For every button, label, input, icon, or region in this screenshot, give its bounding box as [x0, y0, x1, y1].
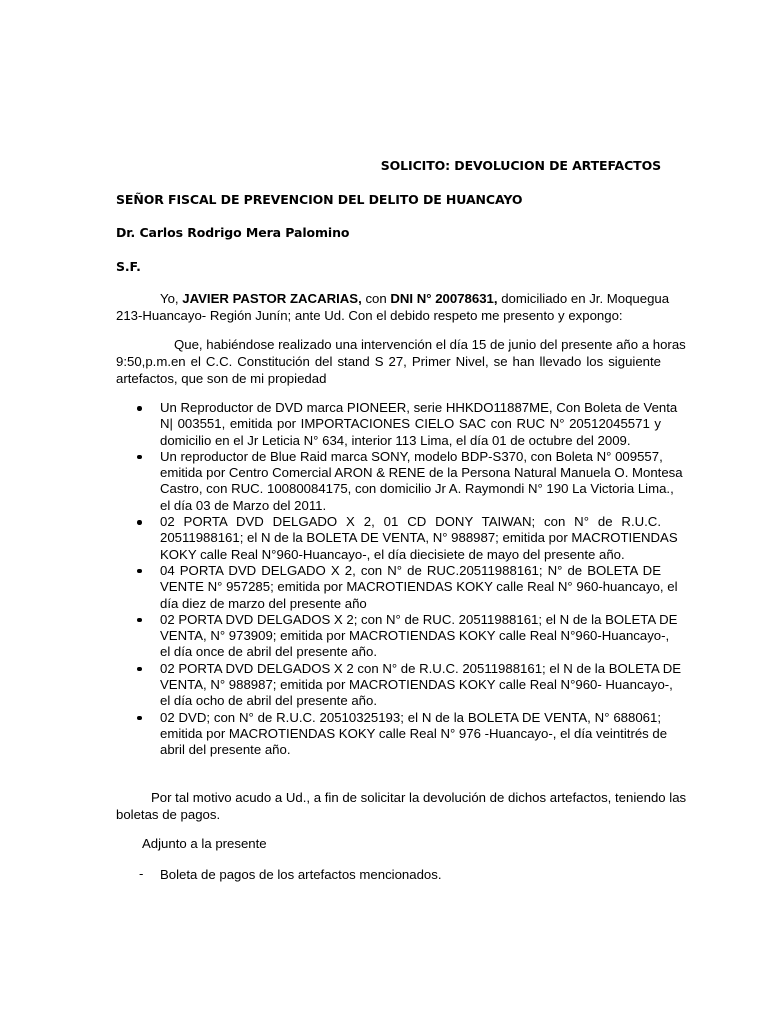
- bullet-icon: [137, 520, 142, 525]
- closing-paragraph: [116, 789, 687, 823]
- bullet-icon: [137, 406, 142, 411]
- intro-suffix: domiciliado en Jr. Moquegua: [497, 291, 670, 306]
- item-line: 02 PORTA DVD DELGADOS X 2; con N° de RUC. 20511988161; el N de la BOLETA DE: [160, 611, 678, 627]
- bullet-icon: [137, 716, 142, 721]
- closing-line-1: Por tal motivo acudo a Ud., a fin de solicitar la devolución de dichos artefactos, teniendo las: [151, 790, 687, 805]
- item-line: VENTA, N° 988987; emitida por MACROTIENDAS KOKY calle Real N°960- Huancayo-,: [160, 677, 673, 693]
- list-item: [116, 514, 678, 563]
- closing-line-2: boletas de pagos.: [116, 807, 221, 822]
- items-list: [116, 400, 683, 759]
- item-line: KOKY calle Real N°960-Huancayo-, el día diecisiete de mayo del presente año.: [160, 546, 625, 562]
- item-line: emitida por MACROTIENDAS KOKY calle Real N° 976 -Huancayo-, el día veintitrés de: [160, 725, 668, 741]
- item-line: N| 003551, emitida por IMPORTACIONES CIELO SAC con RUC N° 20512045571 y: [160, 416, 661, 432]
- salutation-sf: S.F.: [116, 259, 141, 274]
- item-line: Castro, con RUC. 10080084175, con domicilio Jr A. Raymondi N° 190 La Victoria Lima.,: [160, 481, 674, 497]
- item-line: el día once de abril del presente año.: [160, 644, 378, 660]
- facts-paragraph: [116, 336, 686, 387]
- addressee-heading: SEÑOR FISCAL DE PREVENCION DEL DELITO DE HUANCAYO: [116, 192, 523, 207]
- list-item: [116, 709, 668, 759]
- facts-line-2: 9:50,p.m.en el C.C. Constitución del stand S 27, Primer Nivel, se han llevado los siguiente: [116, 354, 661, 369]
- item-line: emitida por Centro Comercial ARON & RENE de la Persona Natural Manuela O. Montesa: [160, 465, 683, 481]
- item-line: Un reproductor de Blue Raid marca SONY, modelo BDP-S370, con Boleta N° 009557,: [160, 448, 663, 464]
- item-line: 04 PORTA DVD DELGADO X 2, con N° de RUC.20511988161; N° de BOLETA DE: [160, 562, 661, 578]
- intro-line-1: [116, 290, 670, 307]
- facts-line-1: Que, habiéndose realizado una intervención el día 15 de junio del presente año a horas: [174, 337, 686, 352]
- list-item: [116, 562, 678, 612]
- item-line: 02 PORTA DVD DELGADOS X 2 con N° de R.U.C. 20511988161; el N de la BOLETA DE: [160, 660, 682, 676]
- subject-heading: SOLICITO: DEVOLUCION DE ARTEFACTOS: [380, 158, 661, 173]
- intro-mid: con: [361, 291, 391, 306]
- item-line: el día ocho de abril del presente año.: [160, 693, 378, 709]
- facts-line-3: artefactos, que son de mi propiedad: [116, 371, 327, 386]
- item-line: día diez de marzo del presente año: [160, 595, 367, 611]
- item-line: el día 03 de Marzo del 2011.: [160, 497, 327, 513]
- item-line: 02 PORTA DVD DELGADO X 2, 01 CD DONY TAIWAN; con N° de R.U.C.: [160, 514, 661, 530]
- item-line: VENTE N° 957285; emitida por MACROTIENDAS KOKY calle Real N° 960-huancayo, el: [160, 579, 678, 595]
- item-line: Un Reproductor de DVD marca PIONEER, serie HHKDO11887ME, Con Boleta de Venta: [160, 400, 678, 415]
- item-line: 20511988161; el N de la BOLETA DE VENTA, N° 988987; emitida por MACROTIENDAS: [160, 530, 678, 546]
- list-item: [116, 448, 683, 514]
- applicant-dni: DNI N° 20078631,: [390, 291, 498, 306]
- intro-line-2: 213-Huancayo- Región Junín; ante Ud. Con el debido respeto me presento y expongo:: [116, 308, 623, 323]
- intro-paragraph: [116, 290, 670, 324]
- bullet-icon: [137, 569, 142, 574]
- item-line: domicilio en el Jr Leticia N° 634, interior 113 Lima, el día 01 de octubre del 2009.: [160, 432, 631, 448]
- item-line: 02 DVD; con N° de R.U.C. 20510325193; el N de la BOLETA DE VENTA, N° 688061;: [160, 709, 661, 725]
- intro-prefix: Yo,: [160, 291, 183, 306]
- bullet-icon: [137, 667, 142, 672]
- applicant-name: JAVIER PASTOR ZACARIAS,: [182, 291, 362, 306]
- bullet-icon: [137, 618, 142, 623]
- attachment-intro: Adjunto a la presente: [142, 836, 267, 851]
- dash-marker: -: [139, 866, 144, 881]
- list-item: [116, 611, 678, 661]
- list-item: [116, 660, 682, 710]
- item-line: abril del presente año.: [160, 742, 291, 758]
- list-item: [116, 400, 678, 449]
- item-line: VENTA, N° 973909; emitida por MACROTIENDAS KOKY calle Real N°960-Huancayo-,: [160, 628, 670, 644]
- bullet-icon: [137, 455, 142, 460]
- attachment-item: Boleta de pagos de los artefactos mencionados.: [160, 867, 442, 882]
- addressee-name: Dr. Carlos Rodrigo Mera Palomino: [116, 225, 350, 240]
